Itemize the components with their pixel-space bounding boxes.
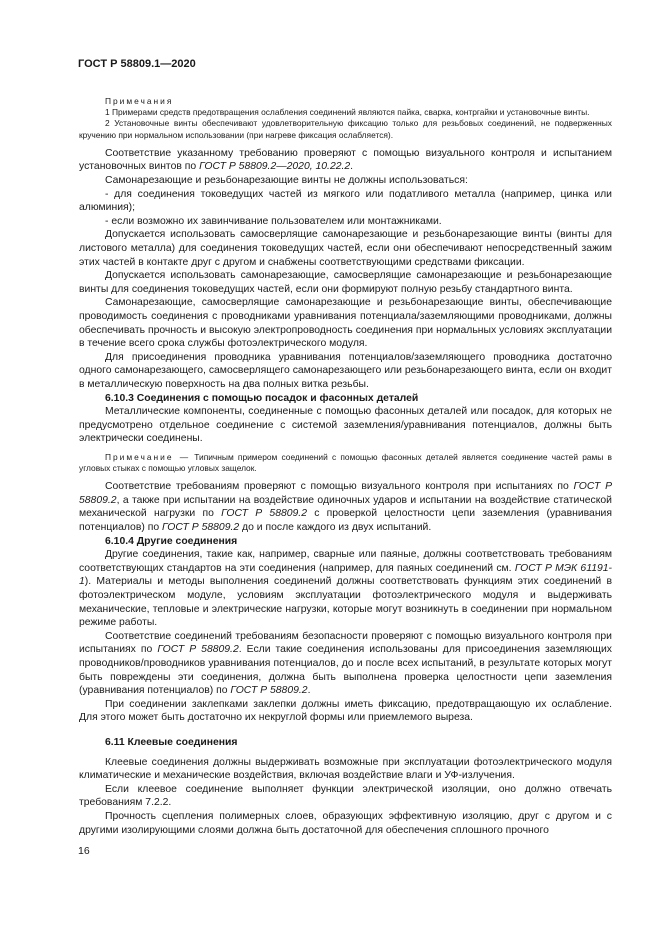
text-span: При соединении заклепками заклепки должны иметь фиксацию, предотвращающую их ослабление. Для этого может быть достаточно их некруглой формы или приемлемого выреза. [79,698,612,724]
text-span: до и после каждого из двух испытаний. [239,522,432,534]
paragraph [79,810,612,837]
standard-reference: ГОСТ Р МЭК 61191-1 [79,562,612,588]
page-number: 16 [78,845,90,857]
document-code: ГОСТ Р 58809.1—2020 [78,58,196,70]
note-title [79,96,612,107]
text-span: , а также при испытании на воздействие одиночных ударов и испытании на воздействие статической механической нагрузки по [79,494,612,520]
text-span: Для присоединения проводника уравнивания потенциалов/заземляющего проводника достаточно одного самонарезающего, самосверлящего самонарезающего или резьбонарезающего винта, если он входит в металлическую поверхность на два полных витка резьбы. [79,351,612,390]
text-span: 2 Установочные винты обеспечивают удовлетворительную фиксацию только для резьбовых соединений, не подверженных кручению при нормальном использовании (при нагреве фиксация ослабляется). [79,118,612,140]
text-span: . [350,161,354,173]
text-span: Самонарезающие, самосверлящие самонарезающие и резьбонарезающие винты, обеспечивающие проводимость соединения с проводниками уравнивания потенциала/заземляющими проводниками, должны обеспечивать прочность и высокую электропроводность соединения при нормальных условиях эксплуатации в течение всего срока службы фотоэлектрического модуля. [79,297,612,350]
text-span: - если возможно их завинчивание пользователем или монтажниками. [105,215,442,227]
standard-reference: ГОСТ Р 58809.2 [221,508,307,520]
section-heading [79,736,612,750]
paragraph [79,405,612,446]
text-span: с проверкой целостности цепи заземления (уравнивания потенциалов) по [79,508,612,534]
text-span: Самонарезающие и резьбонарезающие винты не должны использоваться: [105,175,468,186]
text-span: . [307,685,311,697]
paragraph [79,480,612,534]
text-span: 6.11 Клеевые соединения [105,736,238,748]
text-span: Другие соединения, такие как, например, сварные или паяные, должны соответствовать требованиям соответствующих стандартов на эти соединения (например, для паяных соединений см. [79,549,612,574]
page-body [79,96,612,837]
paragraph [79,188,612,215]
paragraph [79,756,612,783]
paragraph [79,630,612,698]
text-span: . Если такие соединения использованы для присоединения заземляющих проводников/проводников уравнивания потенциалов, до и после всех испытаний, в результате которых могут быть повреждены эти соединения, должна быть выполнена проверка целостности цепи заземления (уравнивания потенциалов) по [79,644,612,697]
paragraph [79,548,612,630]
text-span: Металлические компоненты, соединенные с помощью фасонных деталей или посадок, для которых не предусмотрено отдельное соединение с системой заземления/уравнивания потенциалов, должны быть электрически соединены. [79,406,612,445]
text-span: Типичным примером соединений с помощью фасонных деталей является соединение частей рамы в угловых стыках с помощью угловых защелок. [79,451,612,474]
standard-reference: ГОСТ Р 58809.2—2020, 10.22.2 [199,161,351,173]
note-text [79,452,612,474]
standard-reference: ГОСТ Р 58809.2 [162,522,240,534]
paragraph [79,351,612,392]
text-span: Примечание — [105,451,191,462]
paragraph [79,174,612,188]
section-heading [79,535,612,549]
text-span: Допускается использовать самосверлящие самонарезающие и резьбонарезающие винты (винты для листового металла) для соединения токоведущих частей, если они обеспечивают непосредственный зажим этих частей в контакте друг с другом и снабжены соответствующими средствами фиксации. [79,229,612,268]
paragraph [79,147,612,174]
text-span: - для соединения токоведущих частей из мягкого или податливого металла (например, цинка или алюминия); [79,188,612,214]
text-span: Если клеевое соединение выполняет функции электрической изоляции, оно должно отвечать требованиям 7.2.2. [79,783,612,809]
paragraph [79,228,612,269]
text-span: Прочность сцепления полимерных слоев, образующих эффективную изоляцию, друг с другом и с другими изолирующими слоями должна быть достаточной для обеспечения сплошного прочного [79,810,612,836]
note-text [79,118,612,140]
paragraph [79,698,612,725]
section-heading [79,392,612,406]
text-span: 6.10.3 Соединения с помощью посадок и фасонных деталей [105,392,419,404]
text-span: 1 Примерами средств предотвращения ослабления соединений являются пайка, сварка, контргайки и установочные винты. [105,107,590,118]
text-span: Соответствие соединений требованиям безопасности проверяют с помощью визуального контроля при испытаниях по [79,630,612,656]
standard-reference: ГОСТ Р 58809.2 [79,481,612,506]
paragraph [79,269,612,296]
standard-reference: ГОСТ Р 58809.2 [230,685,308,697]
standard-reference: ГОСТ Р 58809.2 [157,644,239,656]
paragraph [79,215,612,229]
text-span: Клеевые соединения должны выдерживать возможные при эксплуатации фотоэлектрического модуля климатические и механические воздействия, включая воздействие влаги и УФ-излучения. [79,756,612,782]
text-span: Примечания [105,96,174,106]
text-span: ). Материалы и методы выполнения соединений должны соответствовать функциям этих соединений в фотоэлектрическом модуле, условиям эксплуатации фотоэлектрического модуля и выдерживать механические, тепловые и электрические нагрузки, которые могут возникнуть в соединении при нормальном режиме работы. [79,576,612,629]
text-span: Соответствие требованиям проверяют с помощью визуального контроля при испытаниях по [105,481,574,493]
spacer [79,725,612,736]
note-text [79,107,612,118]
paragraph [79,783,612,810]
paragraph [79,296,612,350]
text-span: Соответствие указанному требованию проверяют с помощью визуального контроля и испытанием установочных винтов по [79,147,612,173]
text-span: 6.10.4 Другие соединения [105,535,238,547]
text-span: Допускается использовать самонарезающие, самосверлящие самонарезающие и резьбонарезающие винты для соединения токоведущих частей, если они формируют полную резьбу стандартного винта. [79,270,612,295]
